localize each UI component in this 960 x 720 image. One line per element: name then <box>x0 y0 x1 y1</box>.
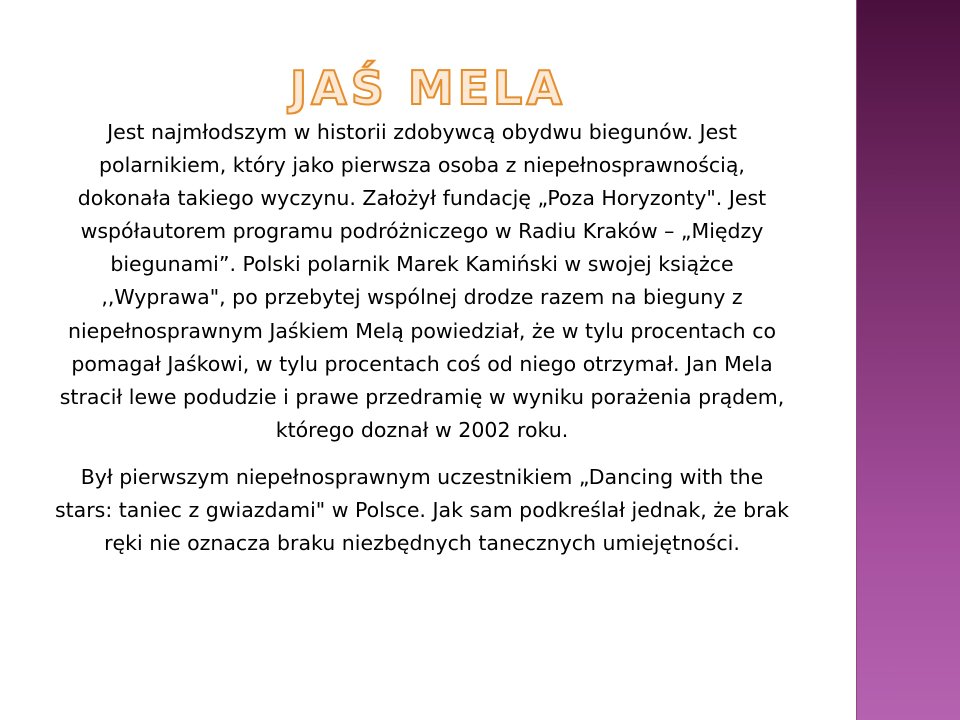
body-paragraph-1: Jest najmłodszym w historii zdobywcą obydwu biegunów. Jest polarnikiem, który jako pierwsza osoba z niepełnosprawnością, dokonała takiego wyczynu. Założył fundację „Poza Horyzonty". Jest współautorem programu podróżniczego w Radiu Kraków – „Między biegunami”. Polski polarnik Marek Kamiński w swojej książce ,,Wyprawa", po przebytej wspólnej drodze razem na bieguny z niepełnosprawnym Jaśkiem Melą powiedział, że w tylu procentach co pomagał Jaśkowi, w tylu procentach coś od niego otrzymał. Jan Mela stracił lewe podudzie i prawe przedramię w wyniku porażenia prądem, którego doznał w 2002 roku. <box>59 120 785 442</box>
slide-title: JAŚ MELA <box>290 61 566 115</box>
decorative-side-band <box>856 0 960 720</box>
slide-body <box>52 116 792 560</box>
body-paragraph-2: Był pierwszym niepełnosprawnym uczestnikiem „Dancing with the stars: taniec z gwiazdami" w Polsce. Jak sam podkreślał jednak, że brak ręki nie oznacza braku niezbędnych tanecznych umiejętności. <box>54 464 790 556</box>
